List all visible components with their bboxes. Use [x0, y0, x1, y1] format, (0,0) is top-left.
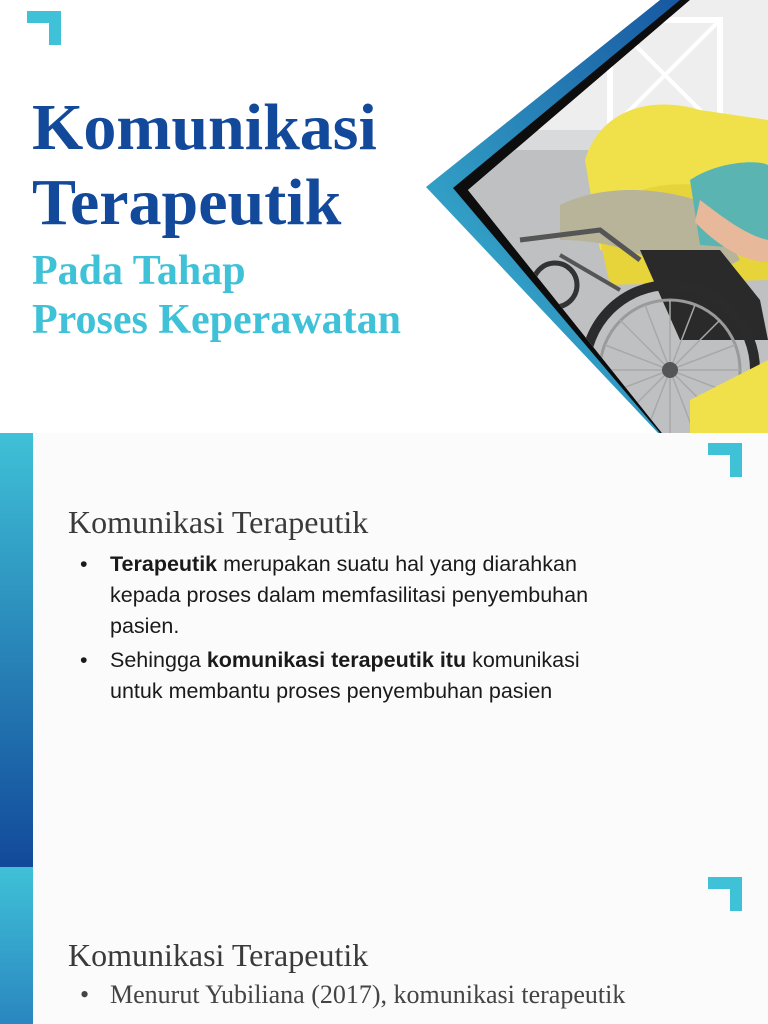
slide-heading: Komunikasi Terapeutik: [68, 504, 369, 540]
slide-heading: Komunikasi Terapeutik: [68, 937, 369, 973]
bullet-text: untuk membantu proses penyembuhan pasien: [110, 679, 553, 703]
corner-bracket-decoration: [708, 877, 742, 911]
bullet-list: [80, 980, 740, 1010]
bold-term: Terapeutik: [110, 552, 218, 576]
bullet-marker: •: [80, 980, 90, 1009]
bullet-text: Sehingga: [110, 648, 207, 672]
content-slide-1: [0, 433, 768, 867]
bullet-text: pasien.: [110, 614, 180, 638]
bullet-list: [80, 549, 720, 707]
bullet-marker: •: [80, 648, 88, 672]
bold-term: komunikasi terapeutik itu: [206, 648, 467, 672]
content-slide-2: [0, 867, 768, 1024]
subtitle-line-2: Proses Keperawatan: [32, 297, 401, 343]
bullet-text: merupakan suatu hal yang diarahkan: [217, 552, 577, 576]
subtitle-line-1: Pada Tahap: [32, 248, 246, 294]
bullet-item: [80, 549, 720, 642]
title-line-1: Komunikasi: [32, 91, 377, 164]
bullet-text: komunikasi: [466, 648, 580, 672]
bullet-item: [80, 980, 740, 1010]
corner-bracket-decoration: [708, 443, 742, 477]
bullet-text: Menurut Yubiliana (2017), komunikasi terapeutik: [110, 980, 626, 1009]
bullet-text: kepada proses dalam memfasilitasi penyembuhan: [110, 583, 589, 607]
title-line-2: Terapeutik: [32, 166, 342, 239]
wheelchair-photo: [0, 0, 768, 433]
left-accent-bar: [0, 433, 33, 867]
title-slide: [0, 0, 768, 433]
left-accent-bar: [0, 867, 33, 1024]
bullet-marker: •: [80, 552, 88, 576]
bullet-item: [80, 645, 720, 707]
